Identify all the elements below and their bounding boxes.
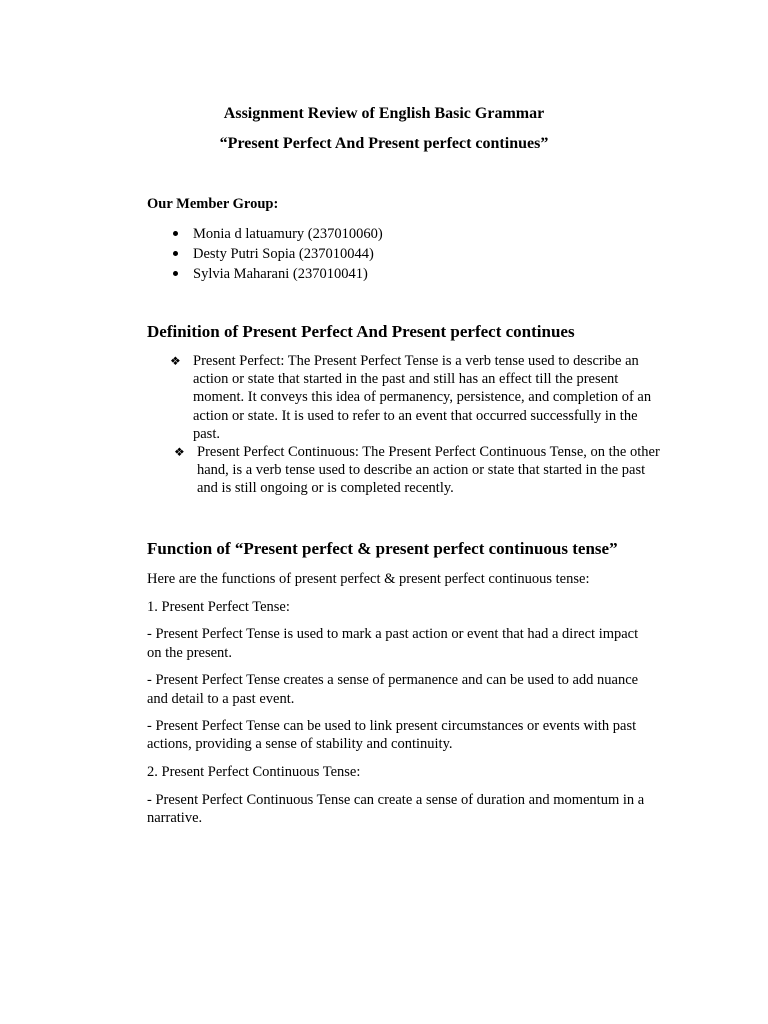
function-section xyxy=(147,570,647,837)
member-item xyxy=(147,264,383,284)
members-heading: Our Member Group: xyxy=(147,196,279,212)
bullet-icon xyxy=(173,271,178,276)
present-perfect-heading: 1. Present Perfect Tense: xyxy=(147,598,290,615)
function-heading: Function of “Present perfect & present perfect continuous tense” xyxy=(147,539,618,558)
member-item xyxy=(147,244,383,264)
definition-text: Present Perfect: The Present Perfect Tense is a verb tense used to describe an action or state that started in the past and still has an effect till the present moment. It conveys this idea of permanency, persistence, and completion of an action or state. It is used to refer to an event that occurred successfully in the past. xyxy=(193,353,652,442)
member-name: Desty Putri Sopia (237010044) xyxy=(193,246,374,262)
present-perfect-point: - Present Perfect Tense can be used to link present circumstances or events with past actions, providing a sense of stability and continuity. xyxy=(147,718,637,753)
definition-heading: Definition of Present Perfect And Present perfect continues xyxy=(147,322,575,341)
document-subtitle: “Present Perfect And Present perfect continues” xyxy=(219,135,549,152)
present-perfect-point: - Present Perfect Tense is used to mark a past action or event that had a direct impact on the present. xyxy=(147,626,639,661)
definition-item xyxy=(147,443,663,498)
present-perfect-continuous-point: - Present Perfect Continuous Tense can create a sense of duration and momentum in a narrative. xyxy=(147,791,645,827)
member-name: Monia d latuamury (237010060) xyxy=(193,226,383,242)
present-perfect-continuous-heading: 2. Present Perfect Continuous Tense: xyxy=(147,764,361,781)
member-item xyxy=(147,224,383,244)
member-name: Sylvia Maharani (237010041) xyxy=(193,266,368,282)
definitions-list xyxy=(147,352,667,498)
diamond-bullet-icon: ❖ xyxy=(174,445,185,460)
members-list xyxy=(147,224,383,284)
bullet-icon xyxy=(173,231,178,236)
document-title: Assignment Review of English Basic Grammar xyxy=(223,105,545,122)
diamond-bullet-icon: ❖ xyxy=(170,354,181,368)
bullet-icon xyxy=(173,251,178,256)
present-perfect-point: - Present Perfect Tense creates a sense of permanence and can be used to add nuance and detail to a past event. xyxy=(147,672,639,707)
function-intro: Here are the functions of present perfect & present perfect continuous tense: xyxy=(147,571,590,587)
definition-item xyxy=(147,352,663,443)
definition-text: Present Perfect Continuous: The Present Perfect Continuous Tense, on the other hand, is a verb tense used to describe an action or state that started in the past and is still ongoing or is completed recently. xyxy=(197,444,660,497)
